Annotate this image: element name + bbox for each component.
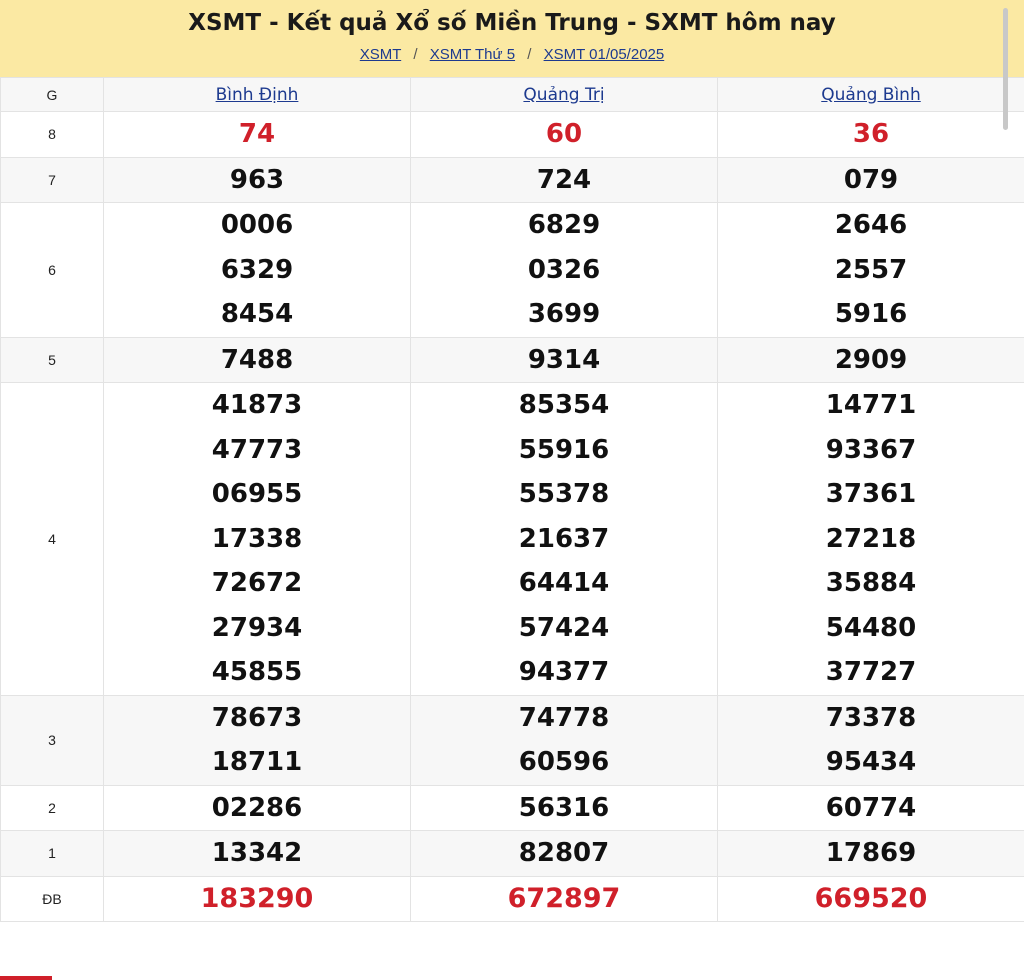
- result-number: 93367: [825, 434, 917, 465]
- result-cell: [411, 337, 718, 383]
- result-number: 57424: [518, 612, 610, 643]
- result-number: 55916: [518, 434, 610, 465]
- results-table: [0, 77, 1024, 922]
- result-number: 17338: [211, 523, 303, 554]
- result-number: 21637: [518, 523, 610, 554]
- scrollbar-thumb[interactable]: [1003, 8, 1008, 130]
- result-cell: [104, 112, 411, 158]
- result-cell: [104, 876, 411, 922]
- result-cell: [411, 157, 718, 203]
- result-cell: [411, 785, 718, 831]
- result-number: 47773: [211, 434, 303, 465]
- result-cell: [411, 203, 718, 338]
- result-cell: [718, 112, 1024, 158]
- province-header: [411, 78, 718, 112]
- province-link-quang-binh[interactable]: Quảng Bình: [821, 84, 921, 105]
- result-number: 9314: [527, 344, 601, 375]
- table-row: [1, 383, 1024, 696]
- prize-label: 5: [1, 337, 104, 383]
- result-number: 2909: [834, 344, 908, 375]
- result-cell: [718, 876, 1024, 922]
- result-number: 3699: [527, 299, 601, 329]
- result-cell: [104, 157, 411, 203]
- province-link-binh-dinh[interactable]: Bình Định: [215, 84, 299, 105]
- result-number: 64414: [518, 568, 610, 598]
- result-cell: [718, 695, 1024, 785]
- result-number: 60774: [825, 792, 917, 823]
- result-number: 724: [536, 164, 592, 195]
- province-header: [718, 78, 1024, 112]
- prize-label: 3: [1, 695, 104, 785]
- result-number: 74778: [518, 702, 610, 733]
- prize-label: ĐB: [1, 876, 104, 922]
- result-number: 60596: [518, 747, 610, 777]
- table-row: [1, 831, 1024, 877]
- result-number: 27934: [211, 612, 303, 643]
- result-cell: [718, 337, 1024, 383]
- result-number: 13342: [211, 838, 303, 868]
- table-header-row: [1, 78, 1024, 112]
- result-number: 2557: [834, 254, 908, 285]
- result-number: 56316: [518, 792, 610, 823]
- table-row: [1, 876, 1024, 922]
- prize-label: 1: [1, 831, 104, 877]
- prize-label: 6: [1, 203, 104, 338]
- result-number: 079: [843, 164, 899, 195]
- province-header: [104, 78, 411, 112]
- prize-label: 8: [1, 112, 104, 158]
- page-title: XSMT - Kết quả Xổ số Miền Trung - SXMT hôm nay: [188, 10, 836, 36]
- result-cell: [104, 831, 411, 877]
- table-row: [1, 785, 1024, 831]
- result-number: 72672: [211, 568, 303, 598]
- result-number: 672897: [507, 882, 621, 914]
- table-row: [1, 695, 1024, 785]
- result-cell: [104, 337, 411, 383]
- result-number: 36: [852, 119, 890, 149]
- result-number: 7488: [220, 344, 294, 375]
- result-cell: [104, 785, 411, 831]
- prize-label: 2: [1, 785, 104, 831]
- result-cell: [718, 203, 1024, 338]
- result-number: 17869: [825, 838, 917, 868]
- page-header: [0, 0, 1024, 77]
- breadcrumb-link-xsmt[interactable]: XSMT: [359, 46, 402, 63]
- result-number: 6329: [220, 254, 294, 285]
- result-number: 6829: [527, 210, 601, 240]
- results-body: [1, 112, 1024, 922]
- breadcrumb-link-xsmt-thu-5[interactable]: XSMT Thứ 5: [429, 46, 516, 63]
- result-number: 8454: [220, 299, 294, 329]
- result-number: 5916: [834, 299, 908, 329]
- result-cell: [718, 831, 1024, 877]
- breadcrumb-link-xsmt-date[interactable]: XSMT 01/05/2025: [543, 46, 665, 63]
- result-number: 73378: [825, 702, 917, 733]
- result-number: 82807: [518, 838, 610, 868]
- result-number: 94377: [518, 657, 610, 687]
- result-number: 54480: [825, 612, 917, 643]
- result-number: 41873: [211, 390, 303, 420]
- result-number: 78673: [211, 702, 303, 733]
- result-number: 2646: [834, 210, 908, 240]
- result-number: 74: [238, 119, 276, 149]
- result-cell: [718, 785, 1024, 831]
- prize-column-header: G: [1, 78, 104, 112]
- result-number: 06955: [211, 479, 303, 509]
- breadcrumb-separator: /: [413, 46, 418, 63]
- result-number: 963: [229, 164, 285, 195]
- result-number: 60: [545, 119, 583, 149]
- result-number: 37727: [825, 657, 917, 687]
- result-number: 27218: [825, 523, 917, 554]
- result-number: 183290: [200, 882, 314, 914]
- result-cell: [104, 203, 411, 338]
- result-number: 18711: [211, 747, 303, 777]
- prize-label: 7: [1, 157, 104, 203]
- breadcrumb: [0, 46, 1024, 64]
- table-row: [1, 337, 1024, 383]
- prize-label: 4: [1, 383, 104, 696]
- result-number: 37361: [825, 479, 917, 509]
- result-cell: [718, 157, 1024, 203]
- result-cell: [411, 831, 718, 877]
- result-number: 85354: [518, 390, 610, 420]
- result-cell: [411, 876, 718, 922]
- result-number: 14771: [825, 390, 917, 420]
- table-row: [1, 157, 1024, 203]
- result-number: 02286: [211, 792, 303, 823]
- result-number: 0006: [220, 210, 294, 240]
- result-cell: [104, 383, 411, 696]
- result-number: 45855: [211, 657, 303, 687]
- result-cell: [411, 695, 718, 785]
- result-number: 95434: [825, 747, 917, 777]
- result-number: 55378: [518, 479, 610, 509]
- result-cell: [411, 383, 718, 696]
- corner-accent: [0, 976, 52, 980]
- result-number: 669520: [814, 882, 928, 914]
- table-row: [1, 203, 1024, 338]
- result-number: 0326: [527, 254, 601, 285]
- result-number: 35884: [825, 568, 917, 598]
- result-cell: [718, 383, 1024, 696]
- result-cell: [104, 695, 411, 785]
- province-link-quang-tri[interactable]: Quảng Trị: [523, 84, 605, 105]
- table-row: [1, 112, 1024, 158]
- breadcrumb-separator: /: [527, 46, 532, 63]
- result-cell: [411, 112, 718, 158]
